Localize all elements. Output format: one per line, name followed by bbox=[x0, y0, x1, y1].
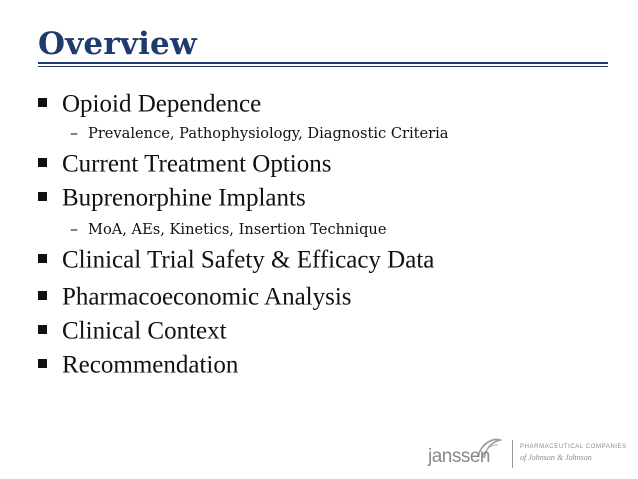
logo-tagline: PHARMACEUTICAL COMPANIES bbox=[520, 444, 627, 450]
outline-subitem-label: Prevalence, Pathophysiology, Diagnostic Criteria bbox=[88, 125, 449, 142]
janssen-logo bbox=[428, 436, 627, 472]
square-bullet-icon bbox=[38, 291, 47, 300]
outline-item-label: Opioid Dependence bbox=[62, 90, 262, 118]
outline-item bbox=[38, 182, 306, 212]
slide-title: Overview bbox=[38, 26, 197, 62]
dash-marker: – bbox=[70, 219, 78, 238]
outline-item bbox=[38, 349, 238, 379]
outline-item bbox=[38, 244, 434, 274]
outline-item bbox=[38, 88, 261, 118]
square-bullet-icon bbox=[38, 192, 47, 201]
outline-item-label: Pharmacoeconomic Analysis bbox=[62, 283, 352, 311]
title-rule bbox=[38, 62, 608, 64]
outline-item bbox=[38, 315, 227, 345]
title-rule-thin bbox=[38, 66, 608, 67]
outline-item bbox=[38, 281, 352, 311]
outline-item-label: Recommendation bbox=[62, 351, 239, 379]
outline-item-label: Clinical Trial Safety & Efficacy Data bbox=[62, 246, 435, 274]
outline-item-label: Buprenorphine Implants bbox=[62, 184, 306, 212]
outline-item bbox=[38, 148, 331, 178]
square-bullet-icon bbox=[38, 98, 47, 107]
logo-divider bbox=[512, 440, 513, 468]
outline-item-label: Current Treatment Options bbox=[62, 150, 332, 178]
logo-wordmark: janssen bbox=[428, 446, 490, 467]
outline-item-label: Clinical Context bbox=[62, 317, 227, 345]
outline-subitem-label: MoA, AEs, Kinetics, Insertion Technique bbox=[88, 221, 387, 238]
outline-subitem bbox=[70, 122, 448, 144]
logo-parent: of Johnson & Johnson bbox=[520, 453, 592, 462]
square-bullet-icon bbox=[38, 254, 47, 263]
square-bullet-icon bbox=[38, 325, 47, 334]
outline-subitem bbox=[70, 218, 386, 240]
square-bullet-icon bbox=[38, 359, 47, 368]
dash-marker: – bbox=[70, 123, 78, 142]
square-bullet-icon bbox=[38, 158, 47, 167]
